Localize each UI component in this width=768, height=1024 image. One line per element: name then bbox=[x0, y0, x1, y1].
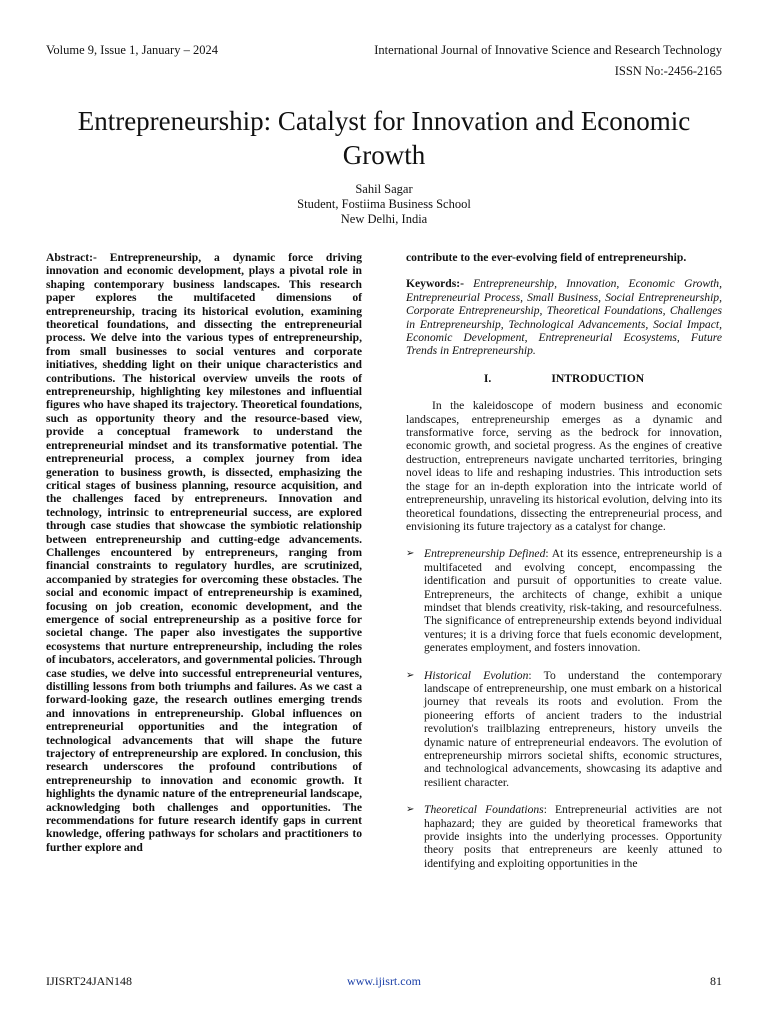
section-heading bbox=[406, 372, 722, 385]
left-column bbox=[46, 251, 362, 854]
right-column bbox=[406, 251, 722, 870]
bullet-text: : To understand the contemporary landscape of entrepreneurship, one must embark on a historical journey that reveals its roots and evolution. From the pioneering efforts of ancient traders to the industrial revolution's trailblazing entrepreneurs, history unveils the dynamic nature of entrepreneurial endeavors. The evolution of entrepreneurship mirrors societal shifts, economic structures, and technological advancements, showcasing its adaptive and resilient character. bbox=[424, 668, 723, 789]
keywords-label: Keywords:- bbox=[406, 277, 464, 291]
bullet-item bbox=[406, 669, 722, 790]
arrow-bullet-icon: ➢ bbox=[406, 548, 415, 560]
keywords-text: Entrepreneurship, Innovation, Economic Growth, Entrepreneurial Process, Small Business, Social Entrepreneurship, Corporate Entrepreneurship, Theoretical Foundations, Challenges in Entrepreneurship, Technological Advancements, Social Impact, Economic Development, Entrepreneurial Ecosystems, Future Trends in Entrepreneurship. bbox=[406, 277, 722, 358]
author-location: New Delhi, India bbox=[340, 212, 428, 226]
bullet-text: : At its essence, entrepreneurship is a multifaceted and evolving concept, encompassing the identification and pursuit of opportunities to create value. Entrepreneurs, the architects of change, exhibit a unique mindset that blends creativity, risk-taking, and resourcefulness. The significance of entrepreneurship extends beyond individual ventures; it is a driving force that fuels economic development, generates employment, and fosters innovation. bbox=[424, 547, 722, 655]
paper-title: Entrepreneurship: Catalyst for Innovation and Economic Growth bbox=[77, 106, 691, 171]
section-title: INTRODUCTION bbox=[551, 371, 645, 385]
abstract-text: Abstract:- Entrepreneurship, a dynamic force driving innovation and economic development, plays a pivotal role in shaping contemporary business landscapes. This research paper explores the multifaceted dimensions of entrepreneurship, tracing its historical evolution, examining theoretical foundations, and dissecting the entrepreneurial process. We delve into the various types of entrepreneurship, from small businesses to social ventures and corporate initiatives, shedding light on their unique characteristics and contributions. The historical overview unveils the roots of entrepreneurship, highlighting key milestones and influential figures who have shaped its trajectory. Theoretical foundations, such as opportunity theory and the resource-based view, provide a conceptual framework to understand the entrepreneurial mindset and its transformative potential. The entrepreneurial process, a complex journey from idea generation to business growth, is dissected, emphasizing the critical stages of business planning, resource acquisition, and the challenges faced by entrepreneurs. Innovation and technology, intrinsic to entrepreneurial success, are explored through case studies that showcase the symbiotic relationship between entrepreneurship and cutting-edge advancements. Challenges encountered by entrepreneurs, ranging from financial constraints to regulatory hurdles, are scrutinized, accompanied by strategies for overcoming these obstacles. The social and economic impact of entrepreneurship is examined, focusing on job creation, economic development, and the emergence of social entrepreneurship as a positive force for societal change. The paper also investigates the supportive ecosystems that nurture entrepreneurship, including the roles of incubators, accelerators, and governmental policies. Through case studies, we delve into successful entrepreneurial ventures, distilling lessons from both triumphs and failures. As we cast a forward-looking gaze, the research outlines emerging trends and innovations in entrepreneurship. Global influences on entrepreneurial opportunities and the integration of technological advancements that will shape the future trajectory of entrepreneurship are explored. In conclusion, this research underscores the profound contributions of entrepreneurship to innovation and economic growth. It highlights the dynamic nature of the entrepreneurial landscape, acknowledging both challenges and opportunities. The recommendations for future research identify gaps in current knowledge, offering pathways for scholars and practitioners to further explore and bbox=[46, 251, 362, 854]
bullet-item bbox=[406, 547, 722, 654]
header-volume: Volume 9, Issue 1, January – 2024 bbox=[46, 43, 218, 57]
keywords bbox=[406, 277, 722, 357]
arrow-bullet-icon: ➢ bbox=[406, 804, 415, 816]
section-number: I. bbox=[483, 371, 492, 385]
author-block bbox=[0, 182, 768, 227]
bullet-item bbox=[406, 803, 722, 870]
footer-paper-id: IJISRT24JAN148 bbox=[46, 974, 132, 988]
bullet-term: Historical Evolution bbox=[424, 668, 529, 682]
author-affiliation: Student, Fostiima Business School bbox=[297, 197, 471, 211]
footer-url-link[interactable]: www.ijisrt.com bbox=[347, 974, 421, 988]
author-name: Sahil Sagar bbox=[355, 182, 413, 196]
footer-page-number: 81 bbox=[710, 974, 722, 988]
bullet-term: Theoretical Foundations bbox=[424, 803, 544, 817]
bullet-term: Entrepreneurship Defined bbox=[424, 547, 546, 561]
header-journal: International Journal of Innovative Science and Research Technology bbox=[374, 43, 722, 57]
bullet-text: : Entrepreneurial activities are not haphazard; they are guided by theoretical frameworks that provide insights into the underlying processes. Opportunity theory posits that entrepreneurs are keenly attuned to identifying and exploiting opportunities in the bbox=[424, 803, 722, 870]
intro-paragraph: In the kaleidoscope of modern business and economic landscapes, entrepreneurship emerges as a dynamic and transformative force, serving as the bedrock for innovation, economic growth, and societal progress. As the engines of creative destruction, entrepreneurs navigate uncharted territories, bringing novel ideas to life and reshaping industries. This introduction sets the stage for an in-depth exploration into the intricate world of entrepreneurship, unraveling its historical evolution, delving into its theoretical foundations, dissecting the entrepreneurial process, and envisioning its future trajectory as a catalyst for change. bbox=[406, 399, 722, 533]
abstract-continuation: contribute to the ever-evolving field of entrepreneurship. bbox=[406, 251, 687, 264]
header-issn: ISSN No:-2456-2165 bbox=[614, 64, 722, 78]
arrow-bullet-icon: ➢ bbox=[406, 669, 415, 681]
